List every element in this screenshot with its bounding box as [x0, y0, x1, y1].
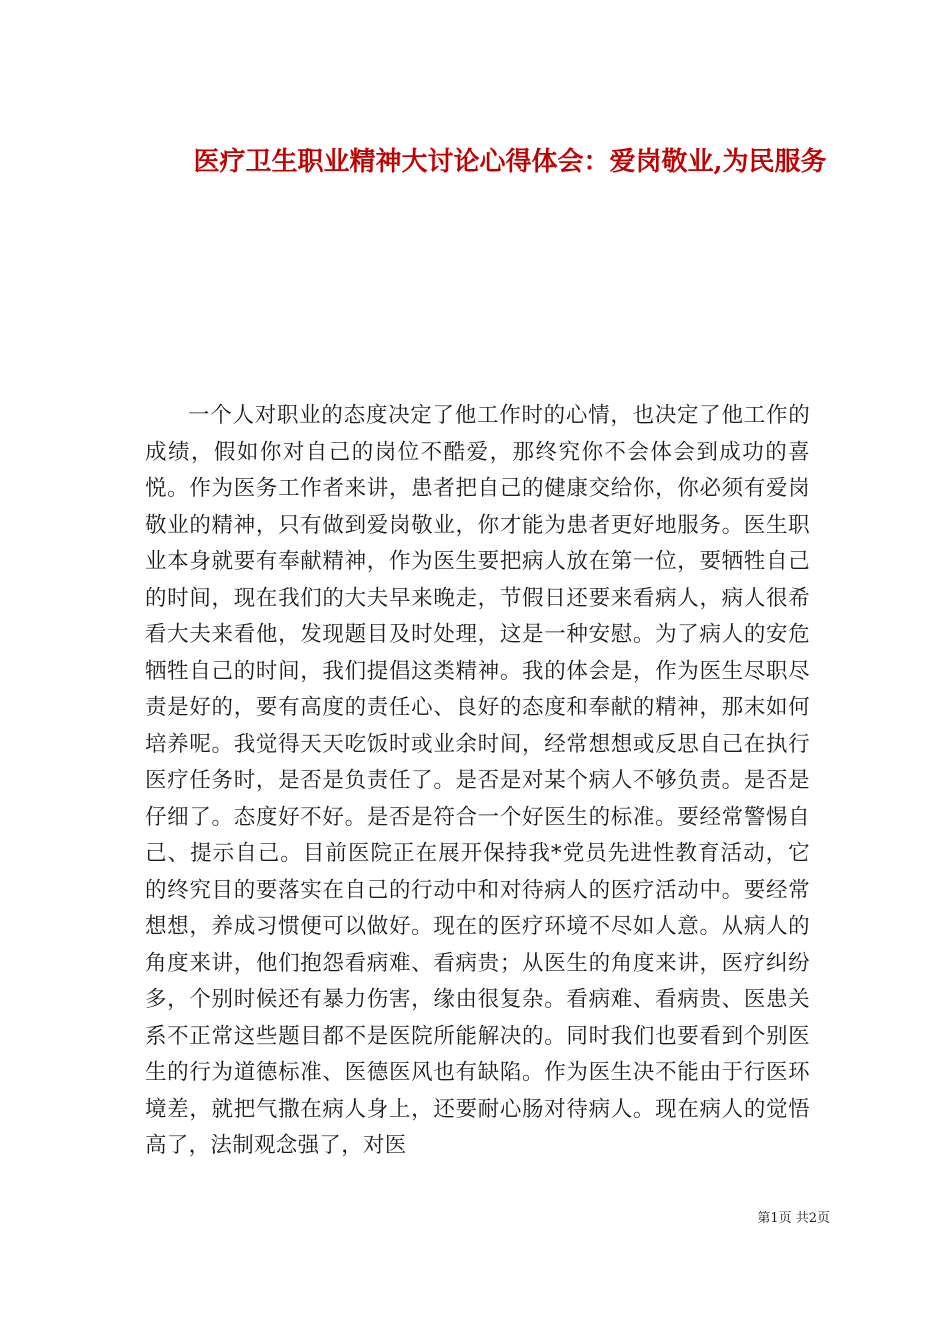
page-number-footer: 第1页 共2页	[757, 1211, 830, 1226]
document-title: 医疗卫生职业精神大讨论心得体会：爱岗敬业,为民服务	[193, 147, 827, 177]
document-body-paragraph: 一个人对职业的态度决定了他工作时的心情，也决定了他工作的成绩，假如你对自己的岗位不酷爱，那终究你不会体会到成功的喜悦。作为医务工作者来讲，患者把自己的健康交给你，你必须有爱岗敬业的精神，只有做到爱岗敬业，你才能为患者更好地服务。医生职业本身就要有奉献精神，作为医生要把病人放在第一位，要牺牲自己的时间，现在我们的大夫早来晚走，节假日还要来看病人，病人很希看大夫来看他，发现题目及时处理，这是一种安慰。为了病人的安危牺牲自己的时间，我们提倡这类精神。我的体会是，作为医生尽职尽责是好的，要有高度的责任心、良好的态度和奉献的精神，那末如何培养呢。我觉得天天吃饭时或业余时间，经常想想或反思自己在执行医疗任务时，是否是负责任了。是否是对某个病人不够负责。是否是仔细了。态度好不好。是否是符合一个好医生的标准。要经常警惕自己、提示自己。目前医院正在展开保持我*党员先进性教育活动，它的终究目的要落实在自己的行动中和对待病人的医疗活动中。要经常想想，养成习惯便可以做好。现在的医疗环境不尽如人意。从病人的角度来讲，他们抱怨看病难、看病贵；从医生的角度来讲，医疗纠纷多，个别时候还有暴力伤害，缘由很复杂。看病难、看病贵、医患关系不正常这些题目都不是医院所能解决的。同时我们也要看到个别医生的行为道德标准、医德医风也有缺陷。作为医生决不能由于行医环境差，就把气撒在病人身上，还要耐心肠对待病人。现在病人的觉悟高了，法制观念强了，对医	[145, 403, 810, 1158]
